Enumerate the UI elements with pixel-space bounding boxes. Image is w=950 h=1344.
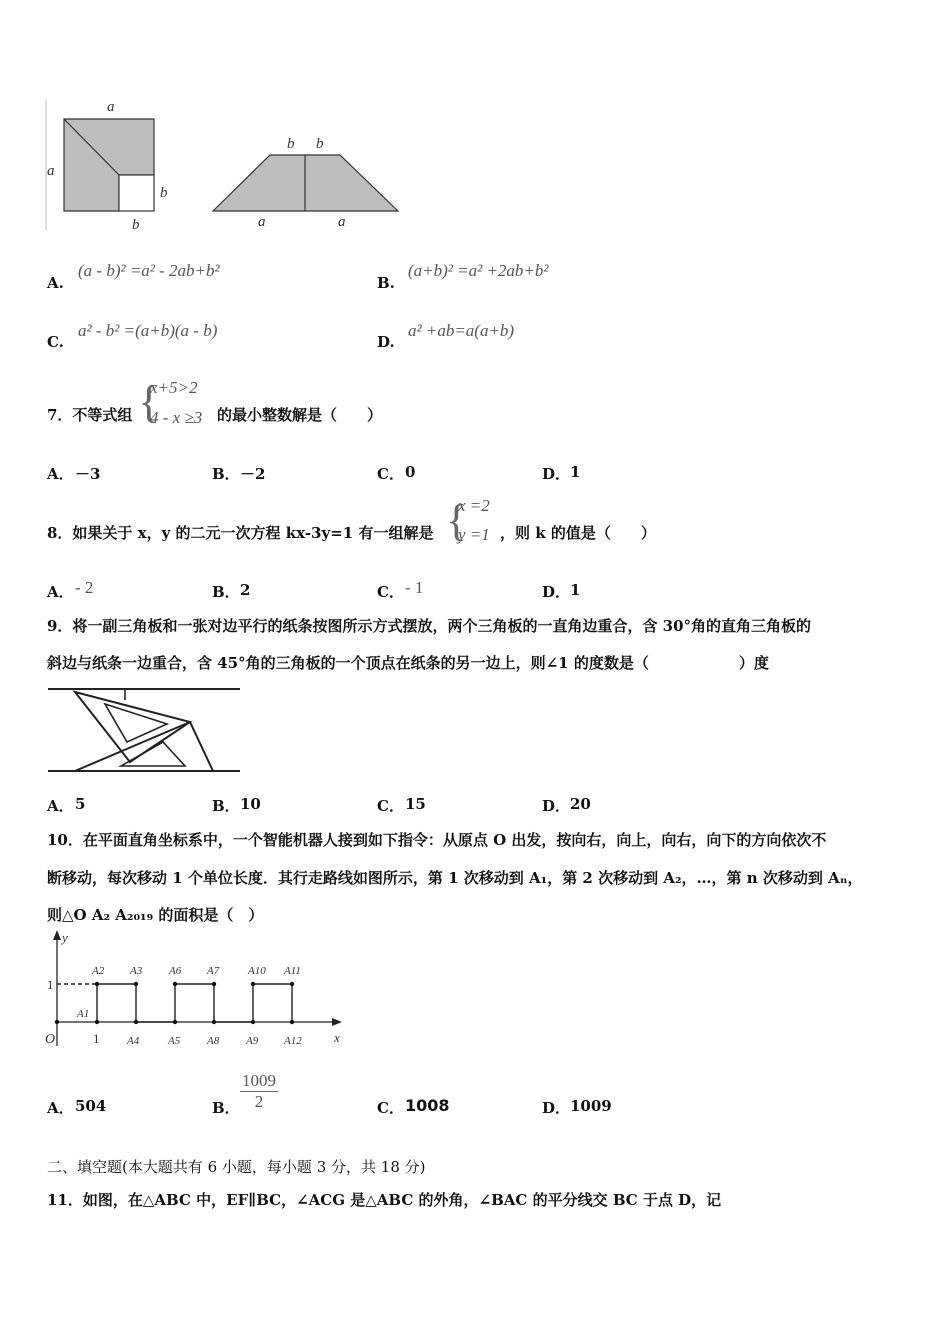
q10-label-bottom-3: A9 — [246, 1035, 259, 1047]
q10-label-top-0: A2 — [92, 965, 105, 977]
q10-one-y: 1 — [47, 977, 54, 992]
q10-option-c-value: 1008 — [405, 1096, 450, 1115]
q7-option-c-value: 0 — [405, 463, 416, 481]
q7-option-d-letter: D． — [542, 465, 571, 483]
q7-option-a-value: －3 — [75, 465, 101, 483]
q8-option-a-letter: A． — [47, 583, 74, 601]
q10-label-top-1: A3 — [130, 965, 143, 977]
q7-suffix: 的最小整数解是（ ） — [217, 406, 383, 424]
q9-option-d-value: 20 — [570, 795, 591, 813]
q9-option-a-letter: A． — [47, 797, 74, 815]
q10-line1: 10．在平面直角坐标系中，一个智能机器人接到如下指令：从原点 O 出发，按向右，向上，向右，向下的方向依次不 — [47, 831, 827, 849]
q9-figure — [45, 682, 245, 777]
q10-option-a-value: 504 — [75, 1097, 107, 1115]
q10-label-bottom-4: A12 — [284, 1035, 302, 1047]
q10-label-bottom-1: A5 — [168, 1035, 181, 1047]
q10-x-axis-label: x — [334, 1030, 340, 1045]
q10-option-b-letter: B． — [212, 1099, 240, 1117]
square-label-left: a — [47, 163, 55, 179]
q10-label-top-5: A11 — [284, 965, 301, 977]
square-label-right: b — [160, 185, 168, 201]
q8-option-a-value: - 2 — [75, 578, 94, 597]
q8-option-b-letter: B． — [212, 583, 240, 601]
q10-one-x: 1 — [93, 1031, 100, 1046]
q10-option-b-numerator: 1009 — [242, 1071, 276, 1090]
q10-option-c-letter: C． — [377, 1099, 404, 1117]
q9-option-b-letter: B． — [212, 797, 240, 815]
q7-prefix: 7．不等式组 — [47, 406, 133, 424]
q10-option-b-denominator: 2 — [254, 1092, 264, 1111]
q10-option-a-letter: A． — [47, 1099, 74, 1117]
q7-system-line1: x+5>2 — [150, 378, 198, 397]
q10-option-b-fraction — [240, 1071, 278, 1112]
q9-option-a-value: 5 — [75, 795, 86, 813]
q9-line1: 9．将一副三角板和一张对边平行的纸条按图所示方式摆放，两个三角板的一直角边重合，含 30°角的直角三角板的 — [47, 617, 812, 635]
q10-origin-label: O — [45, 1032, 56, 1047]
q10-option-d-value: 1009 — [570, 1097, 612, 1115]
q10-label-a1: A1 — [77, 1008, 90, 1020]
q6-option-d-formula: a² +ab=a(a+b) — [408, 321, 515, 340]
q8-option-c-value: - 1 — [405, 578, 424, 597]
q11-text: 11．如图，在△ABC 中，EF∥BC，∠ACG 是△ABC 的外角，∠BAC 的平分线交 BC 于点 D，记 — [47, 1191, 722, 1209]
q8-option-d-value: 1 — [570, 581, 581, 599]
small-white-square — [119, 175, 154, 211]
q8-system-line2: y =1 — [458, 525, 490, 544]
q7-option-d-value: 1 — [570, 463, 581, 481]
q7-system-line2: 4 - x ≥3 — [150, 408, 203, 427]
q9-option-c-value: 15 — [405, 795, 426, 813]
q7-option-a-letter: A． — [47, 465, 74, 483]
q9-option-d-letter: D． — [542, 797, 571, 815]
q8-option-c-letter: C． — [377, 583, 404, 601]
q6-option-c-formula: a² - b² =(a+b)(a - b) — [78, 321, 218, 340]
q10-label-top-3: A7 — [207, 965, 220, 977]
q8-option-b-value: 2 — [240, 581, 251, 599]
q7-option-b-letter: B． — [212, 465, 240, 483]
trap-label-bottom-left: a — [258, 214, 266, 230]
q8-system-line1: x =2 — [458, 496, 490, 515]
q6-option-a-formula: (a - b)² =a² - 2ab+b² — [78, 261, 220, 280]
q6-option-c-letter: C. — [47, 333, 64, 351]
q6-option-d-letter: D. — [377, 333, 395, 351]
q8-suffix: ，则 k 的值是（ ） — [500, 524, 656, 542]
q7-option-b-value: －2 — [240, 465, 266, 483]
q9-line2: 斜边与纸条一边重合，含 45°角的三角板的一个顶点在纸条的另一边上，则∠1 的度数是（ ）度 — [47, 654, 769, 672]
q6-option-b-formula: (a+b)² =a² +2ab+b² — [408, 261, 549, 280]
q10-label-top-2: A6 — [169, 965, 182, 977]
q8-option-d-letter: D． — [542, 583, 571, 601]
q6-figure — [40, 95, 420, 240]
q10-label-top-4: A10 — [248, 965, 266, 977]
q9-option-b-value: 10 — [240, 795, 261, 813]
q10-line2: 断移动，每次移动 1 个单位长度．其行走路线如图所示，第 1 次移动到 A₁，第 2 次移动到 A₂，…，第 n 次移动到 Aₙ， — [47, 869, 863, 887]
q7-option-c-letter: C． — [377, 465, 404, 483]
trap-label-bottom-right: a — [338, 214, 346, 230]
q10-label-bottom-0: A4 — [127, 1035, 140, 1047]
trap-label-top-left: b — [287, 136, 295, 152]
square-label-top: a — [107, 99, 115, 115]
q10-line3: 则△O A₂ A₂₀₁₉ 的面积是（ ） — [47, 906, 264, 924]
q8-prefix: 8．如果关于 x，y 的二元一次方程 kx-3y=1 有一组解是 — [47, 524, 434, 542]
section-2-heading: 二、填空题(本大题共有 6 小题，每小题 3 分，共 18 分) — [47, 1158, 426, 1176]
q6-option-a-letter: A. — [47, 274, 64, 292]
q10-option-d-letter: D． — [542, 1099, 571, 1117]
q9-option-c-letter: C． — [377, 797, 404, 815]
q6-option-b-letter: B. — [377, 274, 395, 292]
q10-figure — [40, 928, 360, 1053]
square-label-bottom: b — [132, 217, 140, 233]
trap-label-top-right: b — [316, 136, 324, 152]
q10-label-bottom-2: A8 — [207, 1035, 220, 1047]
q10-y-axis-label: y — [62, 930, 68, 945]
